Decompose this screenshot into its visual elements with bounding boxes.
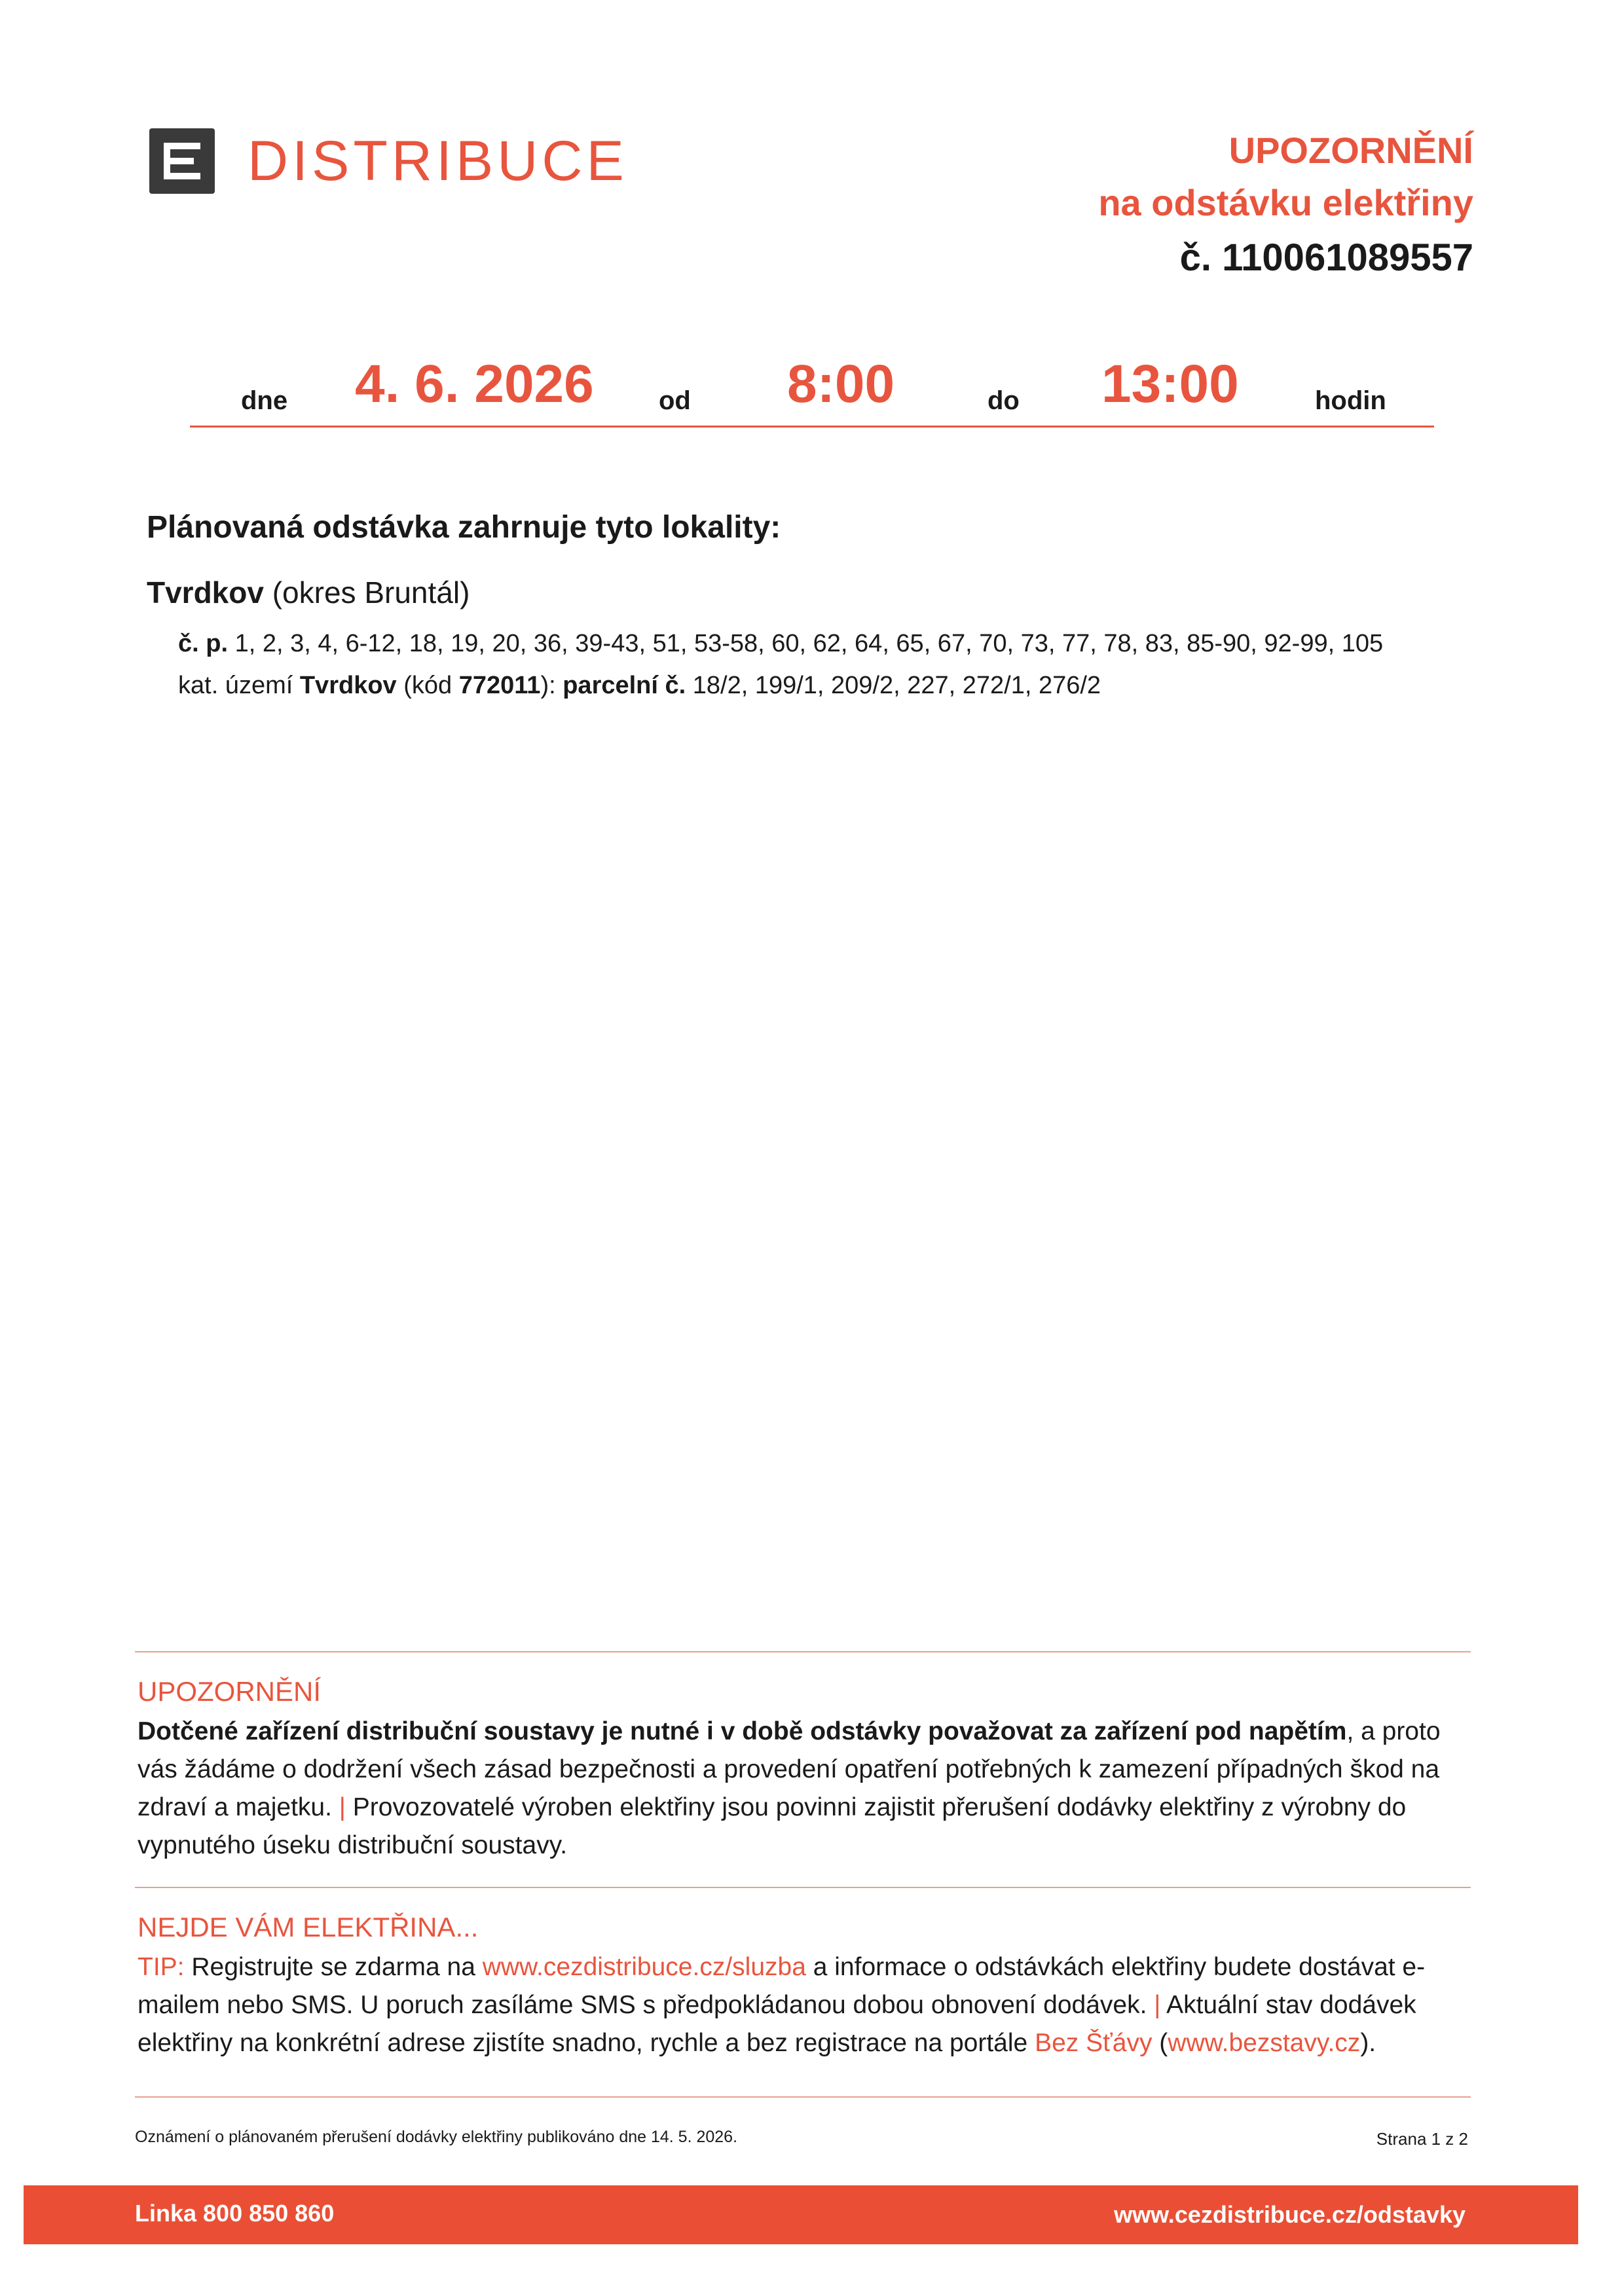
- tip-text: TIP: Registrujte se zdarma na www.cezdistribuce.cz/sluzba a informace o odstávkách elektřiny budete dostávat e-mailem nebo SMS. U poruch zasíláme SMS s předpokládanou dobou obnovení dodávek. | Aktuální stav dodávek elektřiny na konkrétní adrese zjistíte snadno, rychle a bez registrace na portále Bez Šťávy (www.bezstavy.cz).: [138, 1953, 1426, 2057]
- page-number: Strana 1 z 2: [1376, 2129, 1468, 2149]
- house-numbers: č. p. 1, 2, 3, 4, 6-12, 18, 19, 20, 36, 39-43, 51, 53-58, 60, 62, 64, 65, 67, 70, 73, 77, 78, 83, 85-90, 92-99, 105: [178, 630, 1384, 657]
- hours-label: hodin: [1315, 386, 1386, 415]
- notice-number: č. 110061089557: [1179, 236, 1473, 279]
- section-divider: [135, 2096, 1471, 2098]
- outages-link[interactable]: www.cezdistribuce.cz/odstavky: [1114, 2201, 1466, 2228]
- parcel-numbers: kat. území Tvrdkov (kód 772011): parcelní č. 18/2, 199/1, 209/2, 227, 272/1, 276/2: [178, 672, 1101, 699]
- tip-title: NEJDE VÁM ELEKTŘINA...: [138, 1912, 479, 1942]
- outage-date: 4. 6. 2026: [355, 354, 594, 414]
- cez-logo-icon: [149, 128, 215, 194]
- footer-bar: [24, 2185, 1578, 2244]
- section-divider: [135, 1651, 1471, 1652]
- notice-subtitle: na odstávku elektřiny: [1098, 182, 1473, 223]
- portal-link[interactable]: www.bezstavy.cz: [1168, 2029, 1361, 2057]
- to-time: 13:00: [1101, 354, 1239, 414]
- warning-title: UPOZORNĚNÍ: [138, 1676, 322, 1707]
- hotline-number[interactable]: Linka 800 850 860: [135, 2200, 335, 2227]
- portal-name: Bez Šťávy: [1035, 2029, 1153, 2057]
- date-divider: [190, 426, 1434, 428]
- notice-header: [1098, 124, 1473, 287]
- outage-date-row: [190, 354, 1434, 432]
- from-time: 8:00: [787, 354, 895, 414]
- from-label: od: [659, 386, 691, 415]
- warning-text: Dotčené zařízení distribuční soustavy je nutné i v době odstávky považovat za zařízení pod napětím, a proto vás žádáme o dodržení všech zásad bezpečnosti a provedení opatření potřebných k zamezení případných škod na zdraví a majetku. | Provozovatelé výroben elektřiny jsou povinni zajistit přerušení dodávky elektřiny z výrobny do vypnutého úseku distribuční soustavy.: [138, 1717, 1441, 1859]
- date-label: dne: [241, 386, 288, 415]
- notice-title: UPOZORNĚNÍ: [1228, 130, 1473, 171]
- section-divider: [135, 1887, 1471, 1888]
- to-label: do: [987, 386, 1020, 415]
- service-link[interactable]: www.cezdistribuce.cz/sluzba: [482, 1953, 806, 1981]
- publication-note: Oznámení o plánovaném přerušení dodávky elektřiny publikováno dne 14. 5. 2026.: [135, 2128, 738, 2146]
- brand-logo-text: DISTRIBUCE: [248, 130, 628, 192]
- location-name: Tvrdkov (okres Bruntál): [147, 575, 470, 610]
- locations-heading: Plánovaná odstávka zahrnuje tyto lokality:: [147, 510, 781, 545]
